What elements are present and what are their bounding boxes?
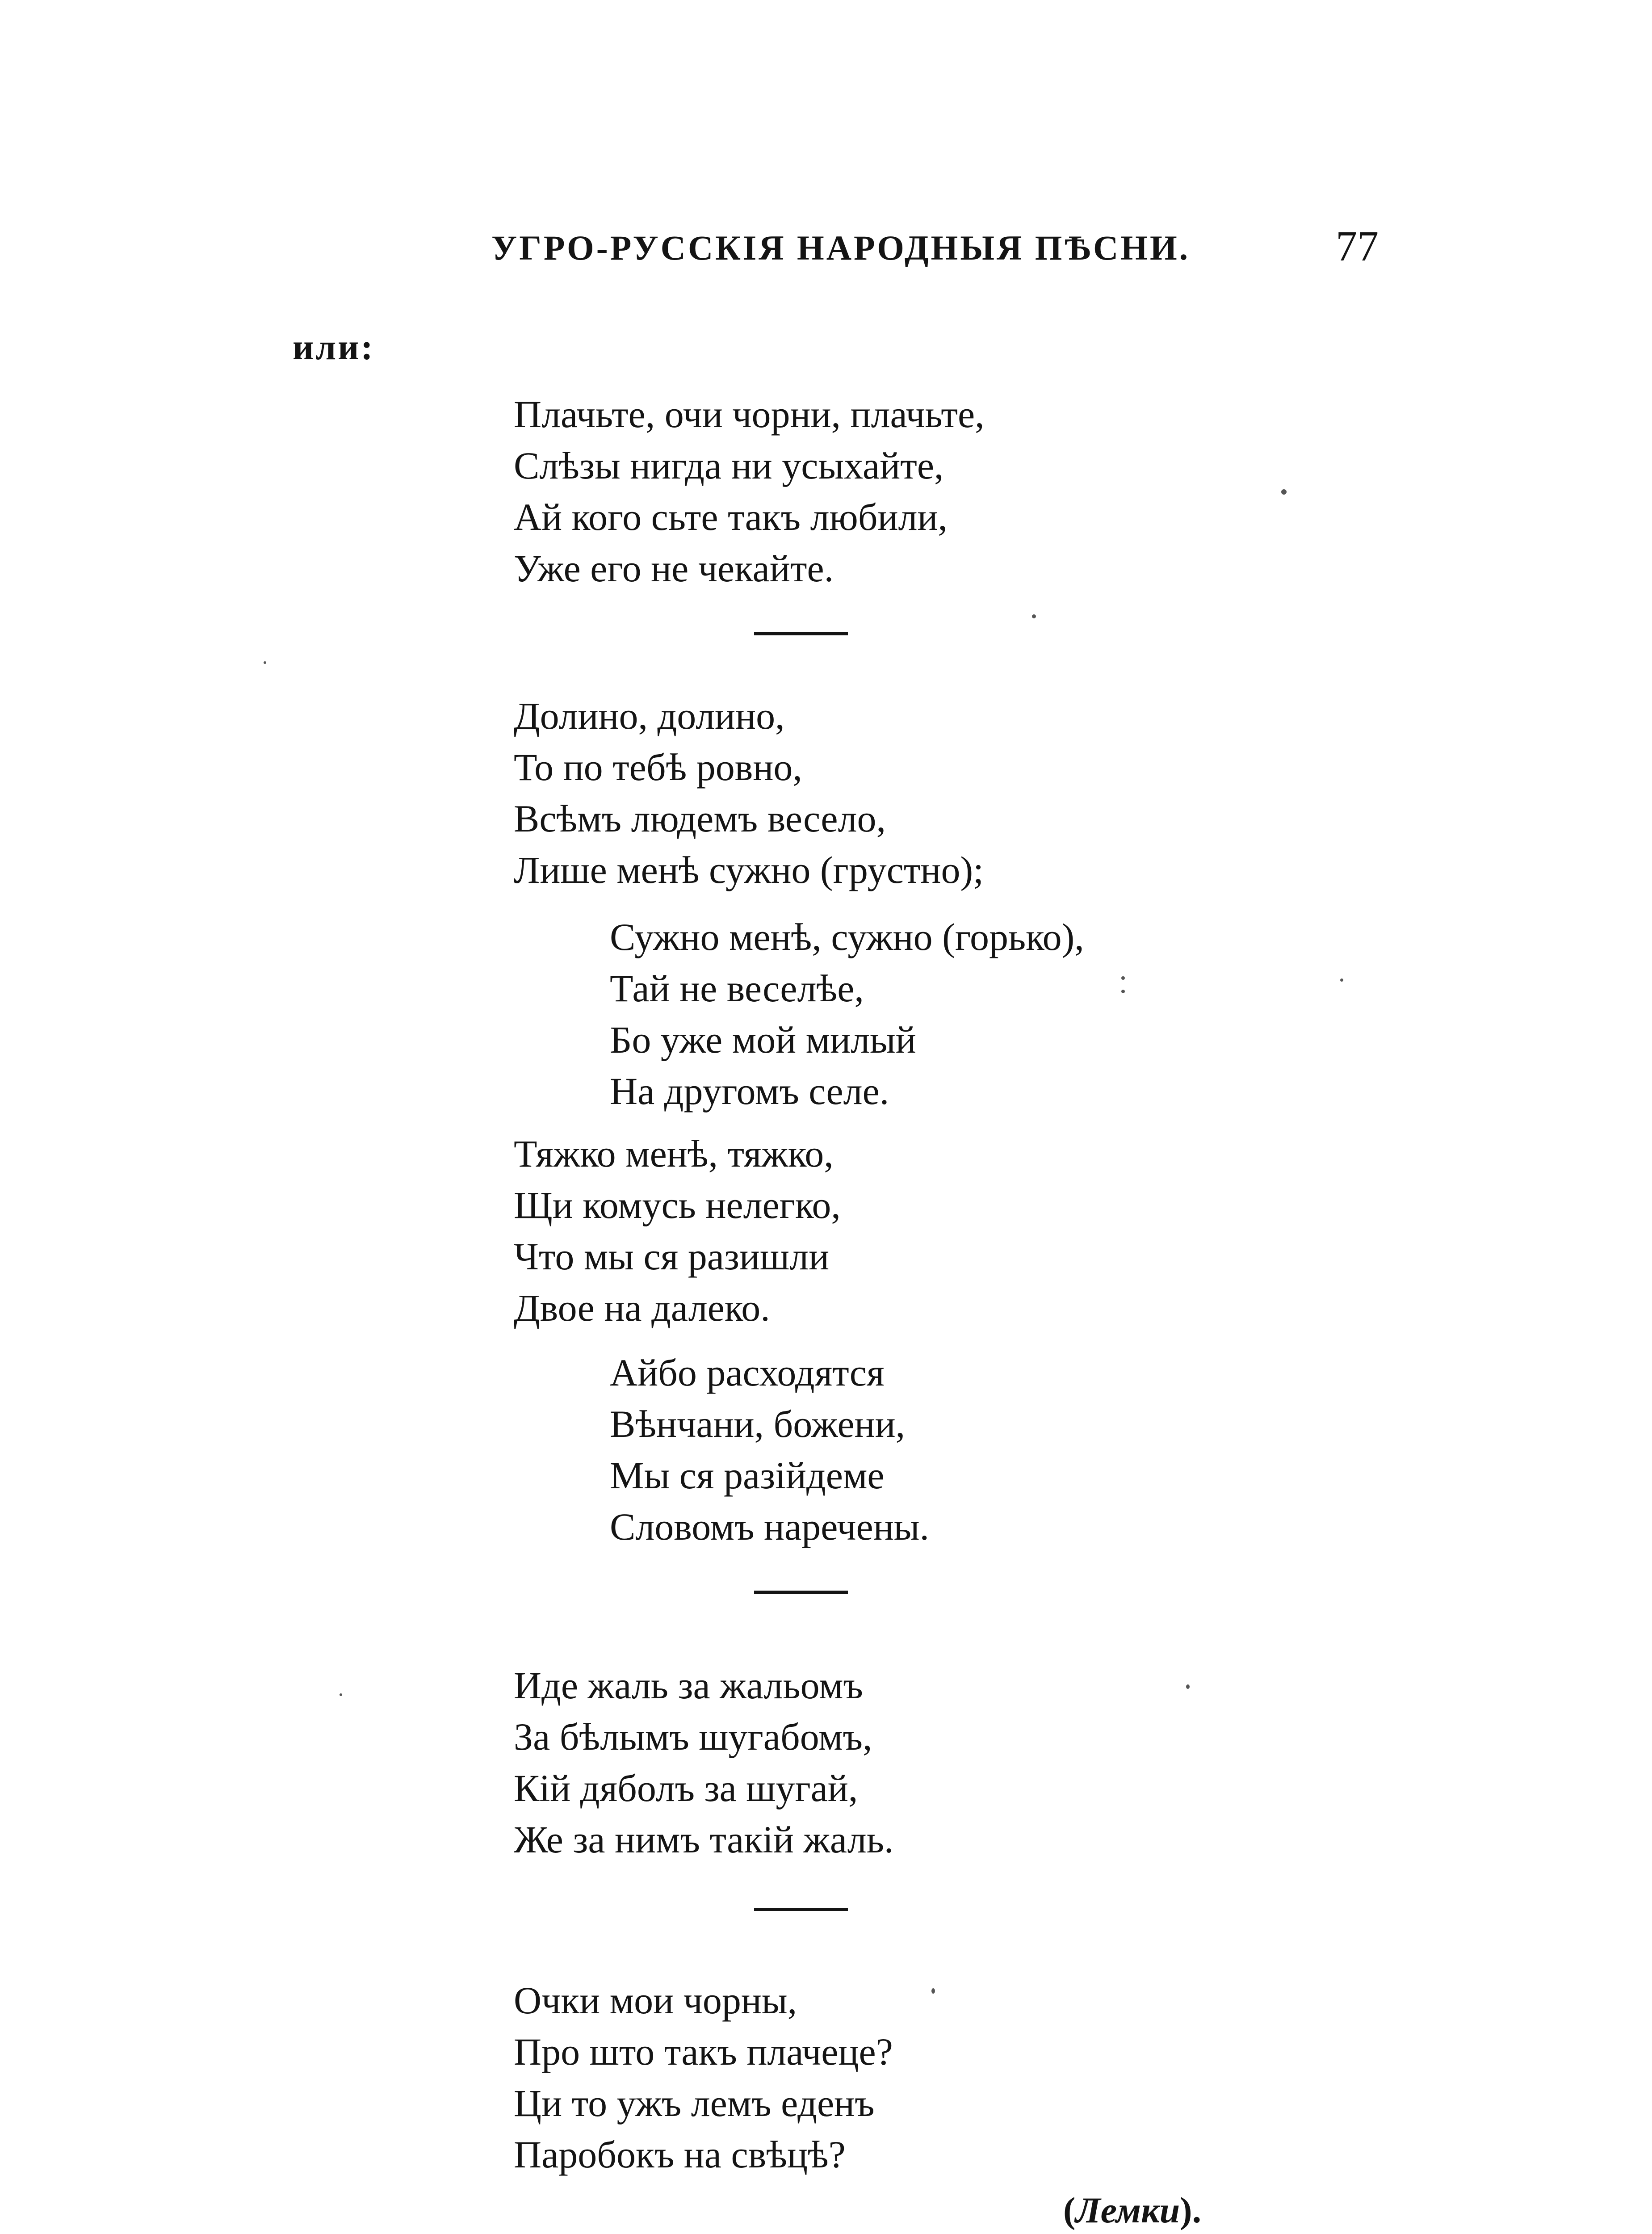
- verse-line: Ай кого сьте такъ любили,: [514, 496, 948, 538]
- verse-line: Щи комусь нелегко,: [514, 1184, 841, 1226]
- verse-line: Лише менѣ сужно (грустно);: [514, 848, 984, 891]
- scan-speck: [340, 1693, 342, 1696]
- verse-line: Вѣнчани, божени,: [610, 1403, 906, 1445]
- scan-speck: [1340, 978, 1343, 982]
- stanza-7: [514, 1975, 893, 2180]
- stanza-4: [514, 1128, 841, 1334]
- verse-line: Тяжко менѣ, тяжко,: [514, 1132, 834, 1175]
- attribution-open: (: [1063, 2190, 1076, 2230]
- section-divider: [754, 1908, 848, 1911]
- verse-line: Долино, долино,: [514, 694, 785, 737]
- page-number: 77: [1336, 222, 1379, 270]
- verse-line: Иде жаль за жальомъ: [514, 1664, 863, 1707]
- verse-line: Айбо расходятся: [610, 1351, 885, 1394]
- verse-line: Же за нимъ такій жаль.: [514, 1818, 894, 1861]
- variant-prefix: или:: [293, 327, 375, 367]
- verse-line: Уже его не чекайте.: [514, 547, 834, 590]
- verse-line: Слѣзы нигда ни усыхайте,: [514, 444, 944, 487]
- verse-line: Двое на далеко.: [514, 1286, 770, 1329]
- verse-line: Сужно менѣ, сужно (горько),: [610, 915, 1084, 958]
- section-divider: [754, 632, 848, 635]
- scan-speck: [264, 661, 266, 664]
- scan-speck: [1281, 489, 1287, 495]
- verse-line: Ци то ужъ лемъ еденъ: [514, 2082, 875, 2125]
- verse-line: Про што такъ плачеце?: [514, 2030, 893, 2073]
- scan-speck: [931, 1988, 935, 1994]
- verse-line: Паробокъ на свѣцѣ?: [514, 2133, 846, 2176]
- stanza-2: [514, 690, 984, 896]
- verse-line: Мы ся разійдеме: [610, 1454, 885, 1497]
- verse-line: Плачьте, очи чорни, плачьте,: [514, 393, 985, 436]
- verse-line: Очки мои чорны,: [514, 1979, 797, 2022]
- source-attribution: [1063, 2189, 1201, 2231]
- stanza-5: [610, 1347, 929, 1553]
- stanza-3: [610, 911, 1084, 1117]
- stanza-6: [514, 1660, 893, 1865]
- scan-speck: [1032, 614, 1036, 618]
- verse-line: Бо уже мой милый: [610, 1018, 916, 1061]
- running-title: УГРО-РУССКІЯ НАРОДНЫЯ ПѢСНИ.: [491, 228, 1191, 267]
- attribution-source: Лемки: [1075, 2190, 1180, 2230]
- scan-speck: [1121, 976, 1125, 980]
- verse-line: За бѣлымъ шугабомъ,: [514, 1715, 872, 1758]
- verse-line: На другомъ селе.: [610, 1070, 889, 1113]
- stanza-1: [514, 389, 985, 594]
- verse-line: Тай не веселѣе,: [610, 967, 864, 1010]
- verse-line: Кій дяболъ за шугай,: [514, 1767, 858, 1810]
- section-divider: [754, 1591, 848, 1594]
- scan-speck: [1186, 1684, 1190, 1689]
- verse-line: Что мы ся разишли: [514, 1235, 830, 1278]
- verse-line: То по тебѣ ровно,: [514, 746, 802, 789]
- verse-line: Словомъ наречены.: [610, 1505, 930, 1548]
- scan-speck: [1121, 990, 1125, 993]
- attribution-close: ).: [1180, 2190, 1202, 2230]
- verse-line: Всѣмъ людемъ весело,: [514, 797, 886, 840]
